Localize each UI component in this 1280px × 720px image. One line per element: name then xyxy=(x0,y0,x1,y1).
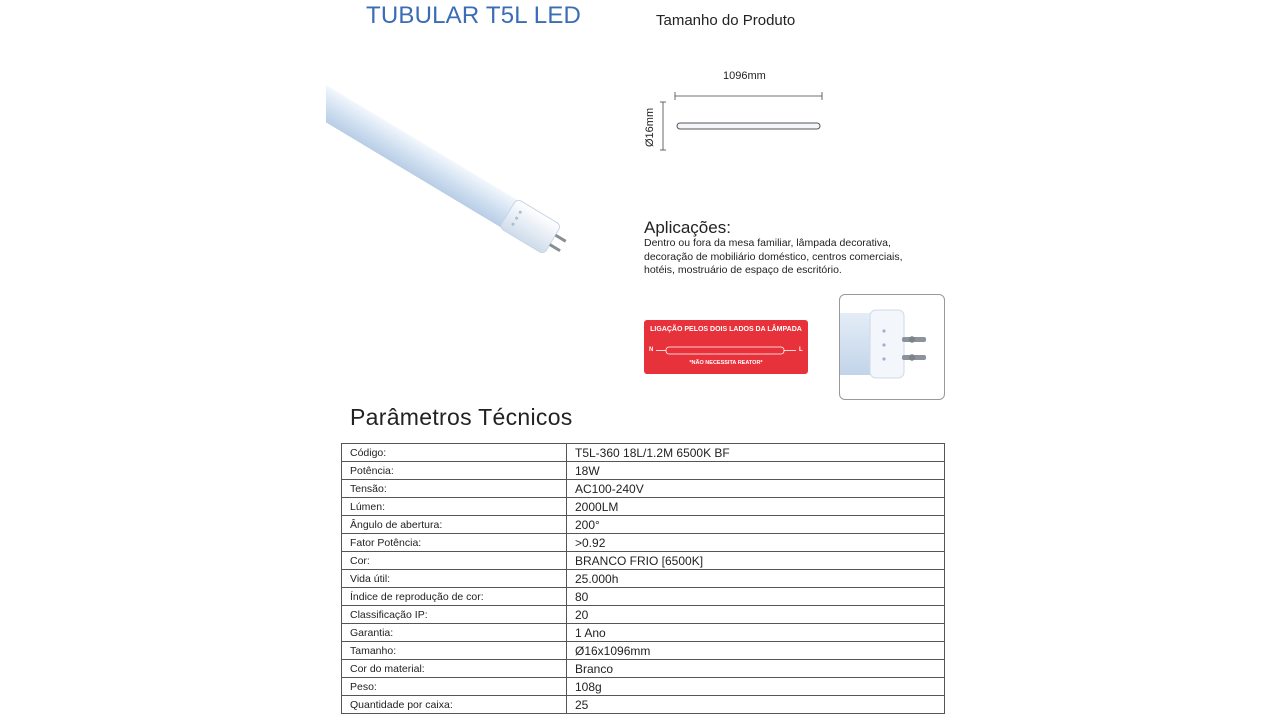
connection-badge xyxy=(644,320,808,374)
size-diagram xyxy=(655,88,835,153)
neutral-label: N xyxy=(649,347,654,353)
table-row xyxy=(342,588,945,606)
table-row xyxy=(342,606,945,624)
param-value: 25.000h xyxy=(567,570,945,588)
table-row xyxy=(342,660,945,678)
param-label: Peso: xyxy=(342,678,567,696)
table-row xyxy=(342,624,945,642)
param-value: Ø16x1096mm xyxy=(567,642,945,660)
badge-note: *NÃO NECESSITA REATOR* xyxy=(689,360,763,366)
param-label: Vida útil: xyxy=(342,570,567,588)
param-label: Cor: xyxy=(342,552,567,570)
param-label: Lúmen: xyxy=(342,498,567,516)
param-value: 20 xyxy=(567,606,945,624)
param-label: Quantidade por caixa: xyxy=(342,696,567,714)
wiring-diagram xyxy=(656,345,796,357)
param-value: AC100-240V xyxy=(567,480,945,498)
table-row xyxy=(342,498,945,516)
line-label: L xyxy=(799,347,803,353)
param-label: Garantia: xyxy=(342,624,567,642)
param-label: Potência: xyxy=(342,462,567,480)
applications-heading: Aplicações: xyxy=(644,218,731,237)
table-row xyxy=(342,570,945,588)
detail-image-box xyxy=(839,294,945,400)
table-row xyxy=(342,462,945,480)
param-value: 2000LM xyxy=(567,498,945,516)
tube-end-closeup xyxy=(840,295,944,399)
badge-title: LIGAÇÃO PELOS DOIS LADOS DA LÂMPADA xyxy=(650,326,802,333)
param-label: Classificação IP: xyxy=(342,606,567,624)
table-row xyxy=(342,552,945,570)
param-value: 80 xyxy=(567,588,945,606)
param-value: 1 Ano xyxy=(567,624,945,642)
param-value: 25 xyxy=(567,696,945,714)
diameter-label: Ø16mm xyxy=(644,107,656,147)
param-label: Código: xyxy=(342,444,567,462)
length-label: 1096mm xyxy=(723,70,766,82)
table-row xyxy=(342,534,945,552)
param-label: Tensão: xyxy=(342,480,567,498)
param-label: Fator Potência: xyxy=(342,534,567,552)
param-value: 200° xyxy=(567,516,945,534)
applications-text: Dentro ou fora da mesa familiar, lâmpada decorativa, decoração de mobiliário doméstico, centros comerciais, hotéis, mostruário de espaço de escritório. xyxy=(644,237,903,276)
param-value: >0.92 xyxy=(567,534,945,552)
param-label: Tamanho: xyxy=(342,642,567,660)
table-row xyxy=(342,696,945,714)
table-row xyxy=(342,444,945,462)
table-row xyxy=(342,678,945,696)
size-section-title: Tamanho do Produto xyxy=(656,12,796,29)
parameters-table xyxy=(341,443,945,714)
table-row xyxy=(342,642,945,660)
param-value: BRANCO FRIO [6500K] xyxy=(567,552,945,570)
table-row xyxy=(342,516,945,534)
param-value: T5L-360 18L/1.2M 6500K BF xyxy=(567,444,945,462)
param-value: Branco xyxy=(567,660,945,678)
parameters-heading: Parâmetros Técnicos xyxy=(350,404,573,430)
tube-product-image xyxy=(326,85,616,270)
table-row xyxy=(342,480,945,498)
param-value: 108g xyxy=(567,678,945,696)
param-label: Cor do material: xyxy=(342,660,567,678)
product-title: TUBULAR T5L LED xyxy=(366,2,582,29)
param-value: 18W xyxy=(567,462,945,480)
param-label: Ângulo de abertura: xyxy=(342,516,567,534)
param-label: Índice de reprodução de cor: xyxy=(342,588,567,606)
